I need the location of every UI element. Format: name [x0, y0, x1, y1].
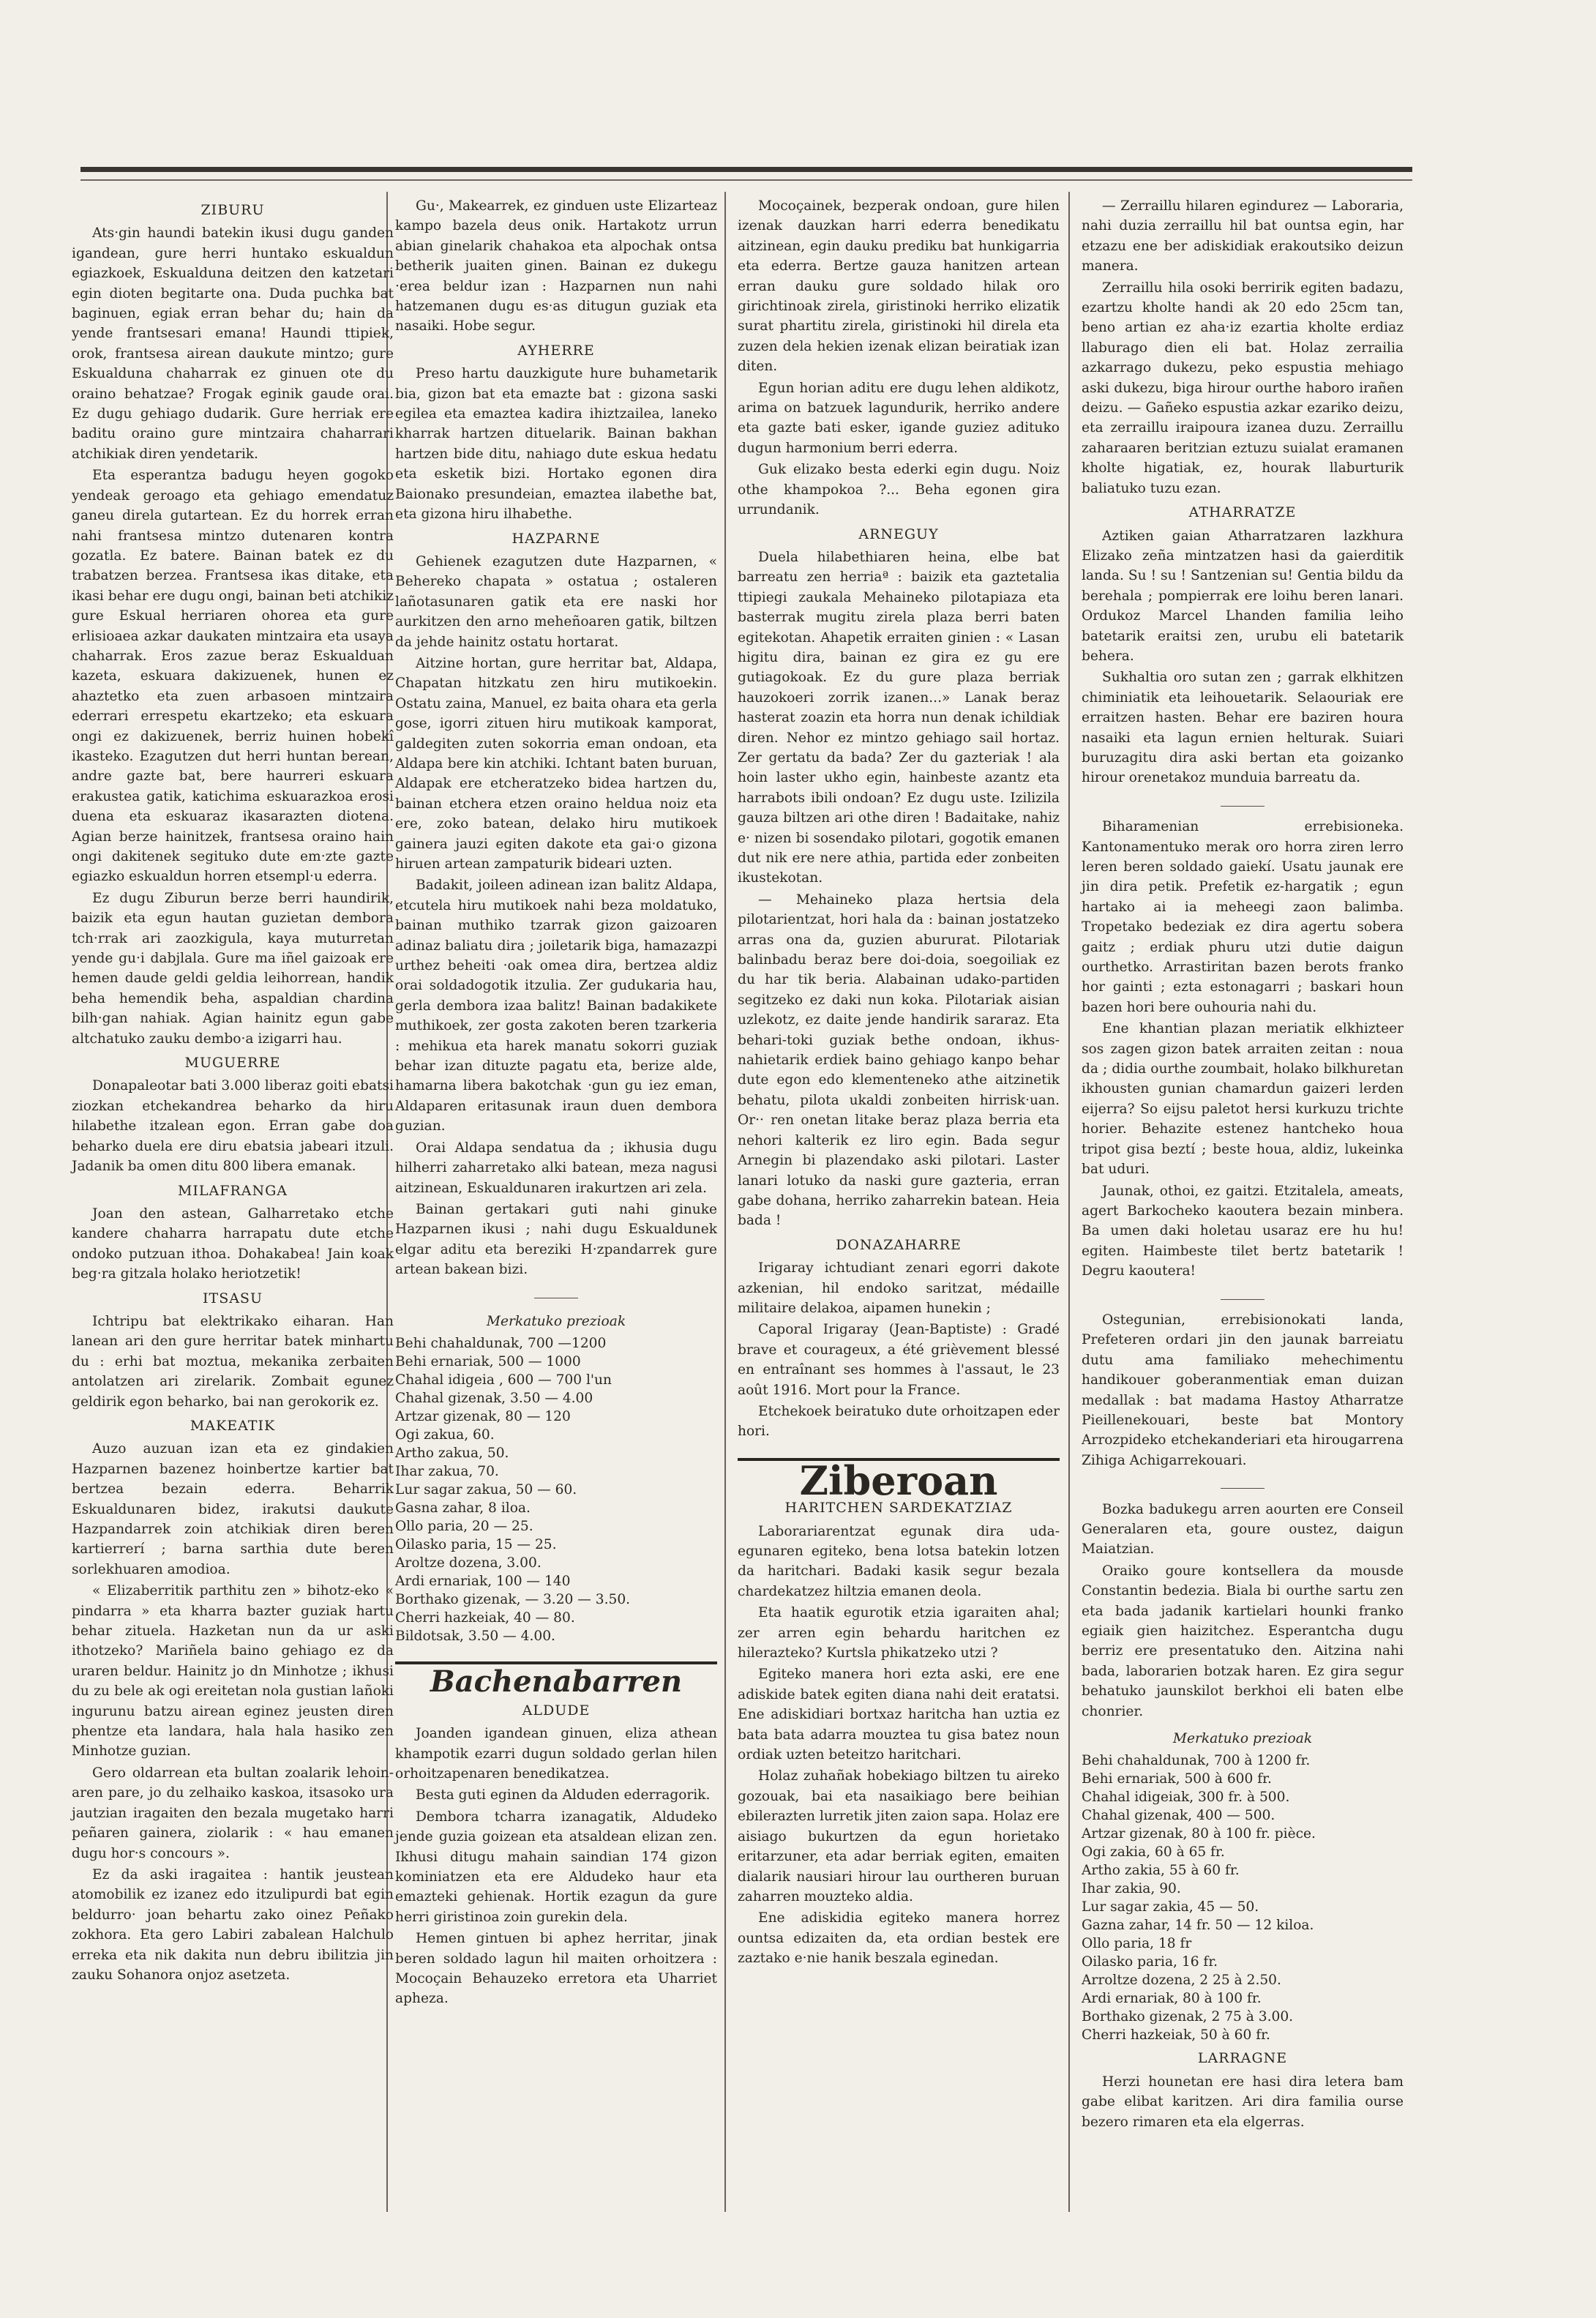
article-paragraph: Ats·gin haundi batekin ikusi dugu ganden igandean, gure herri huntako eskualdun egiazkoek, Eskualduna deitzen den katzetari egin dioten begitarte ona. Duda puchka bat baginuen, egiak erran behar du; hain da yende frantsesari emana! Haundi ttipiek, orok, frantsesa airean daukute mintzo; gure Eskualduna chaharrak ez ginuen ote du oraino behatzae? Frogak eginik gaude orai. Ez dugu gehiago dudarik. Gure herriak ere baditu oraino gure mintzaira chaharrari atchikiak diren yendetarik.	[72, 225, 394, 462]
article-paragraph: Joanden igandean ginuen, eliza athean khampotik ezarri dugun soldado gerlan hilen orhoitzapenaren benedikatzea.	[395, 1726, 717, 1782]
price-item: Chahal gizenak, 400 — 500.	[1082, 1808, 1275, 1824]
price-list-title: Merkatuko prezioak	[486, 1313, 626, 1329]
price-item: Ogi zakia, 60 à 65 fr.	[1082, 1844, 1225, 1861]
article-paragraph: Holaz zuhañak hobekiago biltzen tu aireko gozouak, bai eta nasaikiago bere beihian ebilerazten lurretik jiten zaion sapa. Holaz ere aisiago bukurtzen da egun horietako eritarzuner, eta adar berriak egiten, emaiten dialarik nausiari hirour lau ourtheren buruan zaharren mouzteko aldia.	[738, 1768, 1060, 1904]
section-heading: MAKEATIK	[190, 1417, 276, 1434]
article-paragraph: — Mehaineko plaza hertsia dela pilotarientzat, hori hala da : bainan jostatzeko arras ona da, guzien abururat. Pilotariak balinbadu beraz bere doi-doia, soegoiliak ez du har tik beria. Alabainan udako-partiden segitzeko ez daki nun koka. Pilotariak aisian uzlekotz, ez daite jende handirik sararaz. Eta behari-toki guziak bethe ondoan, ikhus-nahietarik erdiek baino gehiago kanpo behar dute egon edo klementeneko athe aitzinetik behatu, pilota ukaldi zonbeiten hirrisk·uan. Or·· ren onetan litake beraz plaza berria eta nehori kalterik ez liro egin. Bada segur Arnegin bi plazendako aski pilotari. Laster lanari lotuko da naski gure gazteria, erran gabe dohana, herriko zaharrekin batean. Heia bada !	[738, 891, 1060, 1229]
article-paragraph: Mocoçainek, bezperak ondoan, gure hilen izenak dauzkan harri ederra benedikatu aitzinean, egin dauku prediku bat hunkigarria eta ederra. Bertze gauza hanitzen artean erran dauku gure soldado hilak oro girichtinoak zirela, giristinoki herriko elizatik surat phartitu zirela, giristinoki hil direla eta zuzen dela hekien izenak elizan beiratiak izan diten.	[738, 198, 1060, 375]
price-list	[1082, 1751, 1404, 2044]
separator	[1082, 1475, 1404, 1495]
article-paragraph: Irigaray ichtudiant zenari egorri dakote azkenian, hil endoko saritzat, médaille militaire delakoa, aipamen hunekin ;	[738, 1260, 1060, 1316]
separator-line	[1221, 806, 1265, 807]
article-paragraph: Donapaleotar bati 3.000 liberaz goiti ebatsi ziozkan etchekandrea beharko da hiru hilabethe itzalean egon. Erran gabe doa beharko duela ere diru ebatsia jabeari itzuli. Jadanik ba omen ditu 800 libera emanak.	[72, 1078, 394, 1175]
price-list-title: Merkatuko prezioak	[1172, 1731, 1313, 1747]
price-item: Artzar gizenak, 80 à 100 fr. pièce.	[1082, 1826, 1316, 1842]
article-paragraph: Orai Aldapa sendatua da ; ikhusia dugu hilherri zaharretako alki batean, meza nagusi aitzinean, Eskualdunaren irakurtzen ari zela.	[395, 1140, 717, 1196]
region-masthead: Ziberoan	[738, 1458, 1060, 1491]
region-masthead: Bachenabarren	[395, 1661, 717, 1691]
article-paragraph: Zerraillu hila osoki berririk egiten badazu, ezartzu kholte handi ak 20 edo 25cm tan, beno artian ez aha·iz ezartia kholte erdiaz llaburago dien eli bat. Holaz zerrailia azkarrago dukezu, peko espustia mehiago aski dukezu, biga hirour ourthe haboro irañen deizu. — Gañeko espustia azkar ezariko deizu, eta zerraillu iraipoura izanea duzu. Zerraillu zaharaaren beritzian eztuzu suialat eramanen kholte higatiak, ez, hourak llaburturik baliatuko tuzu ezan.	[1082, 280, 1404, 496]
price-item: Behi chahaldunak, 700 à 1200 fr.	[1082, 1753, 1311, 1769]
separator	[1082, 793, 1404, 812]
article-paragraph: Bozka badukegu arren aourten ere Conseil Generalaren eta, goure oustez, daigun Maiatzian.	[1082, 1501, 1404, 1558]
article-paragraph: Laborariarentzat egunak dira uda-egunaren egiteko, bena lotsa batekin lotzen da haritchari. Badaki kasik segur bezala chardekatzez hiltzia emanen deola.	[738, 1523, 1060, 1599]
article-paragraph: Eta haatik egurotik etzia igaraiten ahal; zer arren egin behardu haritchen ez hilerazteko? Kurtsla phikatzeko utzi ?	[738, 1605, 1060, 1661]
price-item: Ardi ernariak, 80 à 100 fr.	[1082, 1991, 1262, 2007]
price-item: Bildotsak, 3.50 — 4.00.	[395, 1629, 555, 1645]
article-paragraph: Ez da aski iragaitea : hantik jeustean atomobilik ez izanez edo itzulipurdi bat egin beldurro· joan behartu zako oinez Peñako zokhora. Eta gero Labiri zabalean Halchulo erreka eta nik dakita nun debru ibilitzia jin zauku Sohanora onjoz asetzeta.	[72, 1866, 394, 1983]
price-item: Behi ernariak, 500 — 1000	[395, 1354, 581, 1370]
price-item: Oilasko paria, 16 fr.	[1082, 1954, 1218, 1970]
header-rule-thin	[80, 179, 1412, 181]
price-item: Behi ernariak, 500 à 600 fr.	[1082, 1771, 1272, 1787]
article-paragraph: Egiteko manera hori ezta aski, ere ene adiskide batek egiten diana nahi deit eratatsi. Ene adiskidiari bortxaz haritcha han uztia ez bata bata adarra mouztea tu gisa batez noun ordiak uzten beteitzo haritchari.	[738, 1667, 1060, 1763]
price-item: Lur sagar zakua, 50 — 60.	[395, 1482, 577, 1498]
column-3	[738, 196, 1060, 1970]
price-item: Gasna zahar, 8 iloa.	[395, 1500, 531, 1517]
header-rule	[80, 167, 1412, 172]
section-heading: LARRAGNE	[1197, 2050, 1288, 2067]
article-paragraph: Dembora tcharra izanagatik, Aldudeko jende guzia goizean eta atsaldean elizan zen. Ikhusi ditugu mahain saindian 174 gizon kominiatzen eta ere Aldudeko haur eta emazteki gehienak. Hortik ezagun da gure herri giristinoa zoin gurekin dela.	[395, 1809, 717, 1925]
article-paragraph: Ez dugu Ziburun berze berri haundirik, baizik eta egun hautan guzietan dembora tch·rrak ari zaozkigula, kaya muturretan yende gu·i dabjlala. Gure ma iñel gaizoak ere hemen daude geldi geldia leihorrean, handik beha hemendik beha, aspaldian chardina bilh·gan nahiak. Agian hainitz egun gabe altchatuko zauku dembo·a izigarri hau.	[72, 890, 394, 1047]
article-paragraph: Jaunak, othoi, ez gaitzi. Etzitalela, ameats, agert Barkocheko kaoutera bezain minbera. Ba umen daki holetau usaraz ere hu hu! egiten. Haimbeste tilet bertz batetarik ! Degru kaoutera!	[1082, 1183, 1404, 1279]
price-item: Artho zakia, 55 à 60 fr.	[1082, 1863, 1240, 1879]
price-item: Behi chahaldunak, 700 —1200	[395, 1336, 607, 1352]
price-item: Artzar gizenak, 80 — 120	[395, 1409, 571, 1425]
separator-line	[1221, 1488, 1265, 1489]
column-rule	[1068, 192, 1070, 2212]
article-paragraph: — Zerraillu hilaren egindurez — Laboraria, nahi duzia zerraillu hil bat ountsa egin, har etzazu ene ber adiskidiak erakoutsiko deizun manera.	[1082, 198, 1404, 274]
section-heading: AYHERRE	[517, 342, 595, 359]
article-paragraph: Duela hilabethiaren heina, elbe bat barreatu zen herriaª : baizik eta gaztetalia ttipiegi zaukala Mehaineko pilotapiaza eta basterrak mugitu zirela plaza berri baten egitekotan. Ahapetik erraiten ginien : « Lasan higitu dira, bainan ez gira ez gu ere gutiagokoak. Ez du gure plaza berriak hauzokoeri zorrik izanen...» Lanak beraz hasterat zoazin eta horra nun denak ichildiak diren. Nehor ez mintzo gehiago sail hortaz. Zer gertatu da bada? Zer du gazteriak ! ala hoin laster ukho egin, hainbeste azantz eta harrabots ibili ondoan? Ez dugu uste. Izilizila gauza biltzen ari othe diren ! Badaitake, nahiz e· nizen bi sosendako pilotari, gogotik emanen dut nik ere nere athia, partida eder zonbeiten ikustekotan.	[738, 549, 1060, 886]
price-item: Arroltze dozena, 2 25 à 2.50.	[1082, 1973, 1281, 1989]
article-paragraph: Herzi hounetan ere hasi dira letera bam gabe elibat karitzen. Ari dira familia ourse bezero rimaren eta ela elgerras.	[1082, 2074, 1404, 2130]
column-2	[395, 196, 717, 2011]
section-heading: DONAZAHARRE	[836, 1236, 962, 1253]
price-item: Aroltze dozena, 3.00.	[395, 1555, 542, 1571]
article-paragraph: Egun horian aditu ere dugu lehen aldikotz, arima on batzuek lagundurik, herriko andere eta gazte bati esker, igande guziez adituko dugun harmonium berri ederra.	[738, 380, 1060, 456]
article-paragraph: Preso hartu dauzkigute hure buhametarik bia, gizon bat eta emazte bat : gizona saski egilea eta emaztea kadira ihiztzailea, laneko kharrak hartzen dituelarik. Bainan bakhan hartzen bide ditu, nahiago dute eskua hedatu eta esketik bizi. Hortako egonen dira Baionako presundeian, emaztea ilabethe bat, eta gizona hiru ilhabethe.	[395, 366, 717, 523]
price-item: Cherri hazkeiak, 50 à 60 fr.	[1082, 2027, 1270, 2044]
price-item: Cherri hazkeiak, 40 — 80.	[395, 1610, 575, 1626]
section-heading: MILAFRANGA	[177, 1182, 288, 1199]
price-item: Oilasko paria, 15 — 25.	[395, 1537, 557, 1553]
article-paragraph: Gehienek ezagutzen dute Hazparnen, « Behereko chapata » ostatua ; ostaleren lañotasunaren gatik eta ere naski hor aurkitzen den arno meheñoaren gatik, biltzen da jehde hainitz ostatu hortarat.	[395, 553, 717, 650]
article-paragraph: Biharamenian errebisioneka. Kantonamentuko merak oro horra ziren lerro leren beren soldado gaiekí. Usatu jaunak ere jin dira petik. Prefetik ez-hargatik ; egun hartako ai ia meheegi zaon balimba. Tropetako bedeziak ez dira agertu sobera gaitz ; erdiak phuru utzi dutie daigun ourthetko. Arrastiritan bazen berots franko hor gainti ; ezta estonagarri ; baskari houn bazen hori bere ouhouria nahi du.	[1082, 819, 1404, 1015]
price-item: Borthako gizenak, 2 75 à 3.00.	[1082, 2009, 1294, 2025]
section-heading: ALDUDE	[522, 1702, 591, 1719]
article-paragraph: Oraiko goure kontsellera da mousde Constantin bedezia. Biala bi ourthe sartu zen eta bada jadanik kartielari hounki franko egiaik gien haizitchez. Esperantcha dugu berriz ere presentatuko den. Aitzina nahi bada, laborarien botzak haren. Ez gira segur behatuko jaunskilot berkhoi eli baten elbe chonrier.	[1082, 1563, 1404, 1719]
column-1	[72, 196, 394, 1986]
price-item: Lur sagar zakia, 45 — 50.	[1082, 1899, 1259, 1915]
price-item: Ogi zakua, 60.	[395, 1427, 495, 1443]
section-heading: HARITCHEN SARDEKATZIAZ	[784, 1500, 1013, 1517]
article-paragraph: Bainan gertakari guti nahi ginuke Hazparnen ikusi ; nahi dugu Eskualdunek elgar aditu eta bereziki H·zpandarrek gure artean bakean bizi.	[395, 1201, 717, 1278]
price-item: Chahal idigeiak, 300 fr. à 500.	[1082, 1790, 1290, 1806]
section-heading: ZIBURU	[201, 202, 265, 218]
article-paragraph: Ostegunian, errebisionokati landa, Prefeteren ordari jin den jaunak barreiatu dutu ama familiako mehechimentu handikouer goberanmentiak eman duizan medallak : bat madama Hastoy Atharratze Pieillenekouari, beste bat Montory Arrozpideko etchekanderiari eta hirougarrena Zihiga Achigarrekouari.	[1082, 1312, 1404, 1468]
section-heading: ITSASU	[203, 1290, 263, 1306]
column-4	[1082, 196, 1404, 2134]
price-item: Chahal gizenak, 3.50 — 4.00	[395, 1391, 593, 1407]
price-item: Ardi ernariak, 100 — 140	[395, 1574, 571, 1590]
price-item: Ollo paria, 18 fr	[1082, 1936, 1192, 1952]
price-item: Artho zakua, 50.	[395, 1446, 509, 1462]
article-paragraph: Sukhaltia oro sutan zen ; garrak elkhitzen chiminiatik eta leihouetarik. Selaouriak ere erraitzen hasten. Behar ere baziren houra nasaiki eta lagun ernien helturak. Suiari buruzagitu dira aski bertan eta goizanko hirour orenetakoz munduia barreatu da.	[1082, 670, 1404, 786]
separator-line	[1221, 1299, 1265, 1300]
article-paragraph: « Elizaberritik parthitu zen » bihotz-eko « pindarra » eta kharra bazter guziak hartu behar zituela. Hazketan nun da ur aski ithotzeko? Mariñela baino gehiago ez da uraren beldur. Hainitz jo dn Minhotze ; ikhusi du zu bele ak ogi ereitetan nola gustian lañoki ingurunu batzu airean eginez jeusten diren phentze eta landara, hala hala hasiko zen Minhotze guzian.	[72, 1583, 394, 1760]
price-item: Borthako gizenak, — 3.20 — 3.50.	[395, 1592, 631, 1608]
separator	[395, 1285, 717, 1304]
article-paragraph: Etchekoek beiratuko dute orhoitzapen eder hori.	[738, 1403, 1060, 1440]
price-item: Ihar zakia, 90.	[1082, 1881, 1181, 1897]
article-paragraph: Caporal Irigaray (Jean-Baptiste) : Gradé brave et courageux, a été grièvement blessé en entraînant ses hommes à l'assaut, le 23 août 1916. Mort pour la France.	[738, 1322, 1060, 1398]
article-paragraph: Hemen gintuen bi aphez herritar, jinak beren soldado lagun hil maiten orhoitzera : Mocoçain Behauzeko erretora eta Uharriet apheza.	[395, 1931, 717, 2007]
article-paragraph: Ene khantian plazan meriatik elkhizteer sos zagen gizon batek arraiten zeitan : noua da ; didia ourthe zoumbait, holako bilkhuretan ikhousten gunian chamardun gaizeri lerden eijerra? So eijsu paletot hersi kurkuzu trichte horier. Behazite estenez hantcheko houa tripot gisa beztí ; beste houa, aldiz, lukeinka bat uduri.	[1082, 1021, 1404, 1178]
column-rule	[724, 192, 726, 2212]
article-paragraph: Joan den astean, Galharretako etche kandere chaharra harrapatu dute etche ondoko putzuan ithoa. Dohakabea! Jain koak beg·ra gitzala holako heriotzetik!	[72, 1205, 394, 1282]
article-paragraph: Auzo auzuan izan eta ez gindakien Hazparnen bazenez hoinbertze kartier bat bertzea bezain ederra. Beharrik Eskualdunaren bidez, irakutsi daukute Hazpandarrek zoin atchikiak diren beren kartierrerí ; barna sarthia dute beren sorlekhuaren amodioa.	[72, 1441, 394, 1577]
section-heading: ARNEGUY	[858, 526, 939, 542]
price-item: Chahal idigeia , 600 — 700 l'un	[395, 1372, 612, 1388]
article-paragraph: Aztiken gaian Atharratzaren lazkhura Elizako zeña mintzatzen hasi da gaierditik landa. Su ! su ! Santzenian su! Gentia bildu da berehala ; pompierrak ere loihu beren lanari. Ordukoz Marcel Lhanden familia leiho batetarik eraitsi zen, urubu eli batetarik behera.	[1082, 528, 1404, 664]
price-list	[395, 1334, 717, 1645]
article-paragraph: Badakit, joileen adinean izan balitz Aldapa, etcutela hiru mutikoek nahi beza moldatuko, bainan muthiko tzarrak gizon gaizoaren adinaz baliatu dira ; joiletarik biga, hamazazpi urthez beheiti ·oak omea dira, bertzea aldiz orai soldadogotik itzulia. Zer gudukaria hau, gerla dembora izaa balitz! Bainan badakikete muthikoek, zer gosta zakoten beren tzarkeria : mehikua eta harek manatu sokorri guziak behar izan dituzte pagatu eta, berize alde, hamarna libera bakotchak ·gun gu iez eman, Aldaparen eritasunak iraun duen dembora guzian.	[395, 878, 717, 1134]
price-item: Ollo paria, 20 — 25.	[395, 1519, 533, 1535]
section-heading: MUGUERRE	[184, 1055, 281, 1072]
article-paragraph: Gu·, Makearrek, ez ginduen uste Elizarteaz kampo bazela deus onik. Hartakotz urrun abian ginelarik chahakoa eta alpochak ontsa betherik juaiten ginen. Bainan ez dukegu ·erea beldur izan : Hazparnen nun nahi hatzemanen dugu es·as ditugun guziak eta nasaiki. Hobe segur.	[395, 198, 717, 334]
article-paragraph: Eta esperantza badugu heyen gogoko yendeak geroago eta gehiago emendatuz ganeu direla gutartean. Ez du horrek erran nahi frantsesa mintzo dutenaren kontra gozatla. Ez batere. Bainan batek ez du trabatzen berzea. Frantsesa ikas ditake, eta ikasi behar ere dugu ongi, bainan beti atchikiz gure Eskual herriaren ohorea eta gure erlisioaea azkar daukaten mintzaira eta usaya chaharrak. Eros zazue beraz Eskualduan kazeta, eskuara dakizuenek, hunen ez ahaztetko eta zuen arbasoen mintzaira ederrari errespetu ekartzeko; eta eskuara ongi ez dakizuenek, berriz huinen hobekî ikasteko. Ezagutzen dut herri huntan berean, andre gazte bat, bere haurreri eskuara erakustea gatik, katichima eskuarazkoa erosi duena eta eskuaraz ikasarazten diotena. Agian berze hainitzek, frantsesa oraino hain ongi dakitenek segituko dute em·zte gazte egiazko eskualdun horren etsempl·u ederra.	[72, 468, 394, 885]
separator	[1082, 1286, 1404, 1306]
section-heading: HAZPARNE	[512, 530, 601, 547]
article-paragraph: Guk elizako besta ederki egin dugu. Noiz othe khampokoa ?... Beha egonen gira urrundanik.	[738, 462, 1060, 518]
article-paragraph: Ene adiskidia egiteko manera horrez ountsa edizaiten da, eta ordian bestek ere zaztako e·nie hanik beszala eginedan.	[738, 1910, 1060, 1967]
article-paragraph: Aitzine hortan, gure herritar bat, Aldapa, Chapatan hitzkatu zen hiru mutikoekin. Ostatu zaina, Manuel, ez baita ohara eta gerla gose, igorri zituen hiru mutikoak kamporat, galdegiten zuten sokorria eman ondoan, eta Aldapa bere kin atchiki. Ichtant baten buruan, Aldapak ere etcheratzeko bidea hartzen du, bainan etchera etzen oraino heldua noiz eta ere, zoko batean, delako hiru mutikoek gainera jauzi egiten dakote eta gai·o gizona hiruen artean zampaturik bideari uzten.	[395, 655, 717, 872]
price-item: Ihar zakua, 70.	[395, 1464, 499, 1480]
article-paragraph: Ichtripu bat elektrikako eiharan. Han lanean ari den gure herritar batek minhartu du : erhi bat moztua, mekanika zerbaiten antolatzen ari zirelarik. Zombait egunez geldirik egon beharko, bai nan gerokorik ez.	[72, 1313, 394, 1410]
article-paragraph: Besta guti eginen da Alduden ederragorik.	[416, 1787, 711, 1803]
price-item: Gazna zahar, 14 fr. 50 — 12 kiloa.	[1082, 1918, 1314, 1934]
section-heading: ATHARRATZE	[1188, 504, 1297, 521]
article-paragraph: Gero oldarrean eta bultan zoalarik lehoin-aren pare, jo du zelhaiko kaskoa, itsasoko ura jautzian iragaiten den bezala mugetako harri peñaren gainera, ziolarik : « hau emanen dugu hor·s concours ».	[72, 1765, 394, 1861]
